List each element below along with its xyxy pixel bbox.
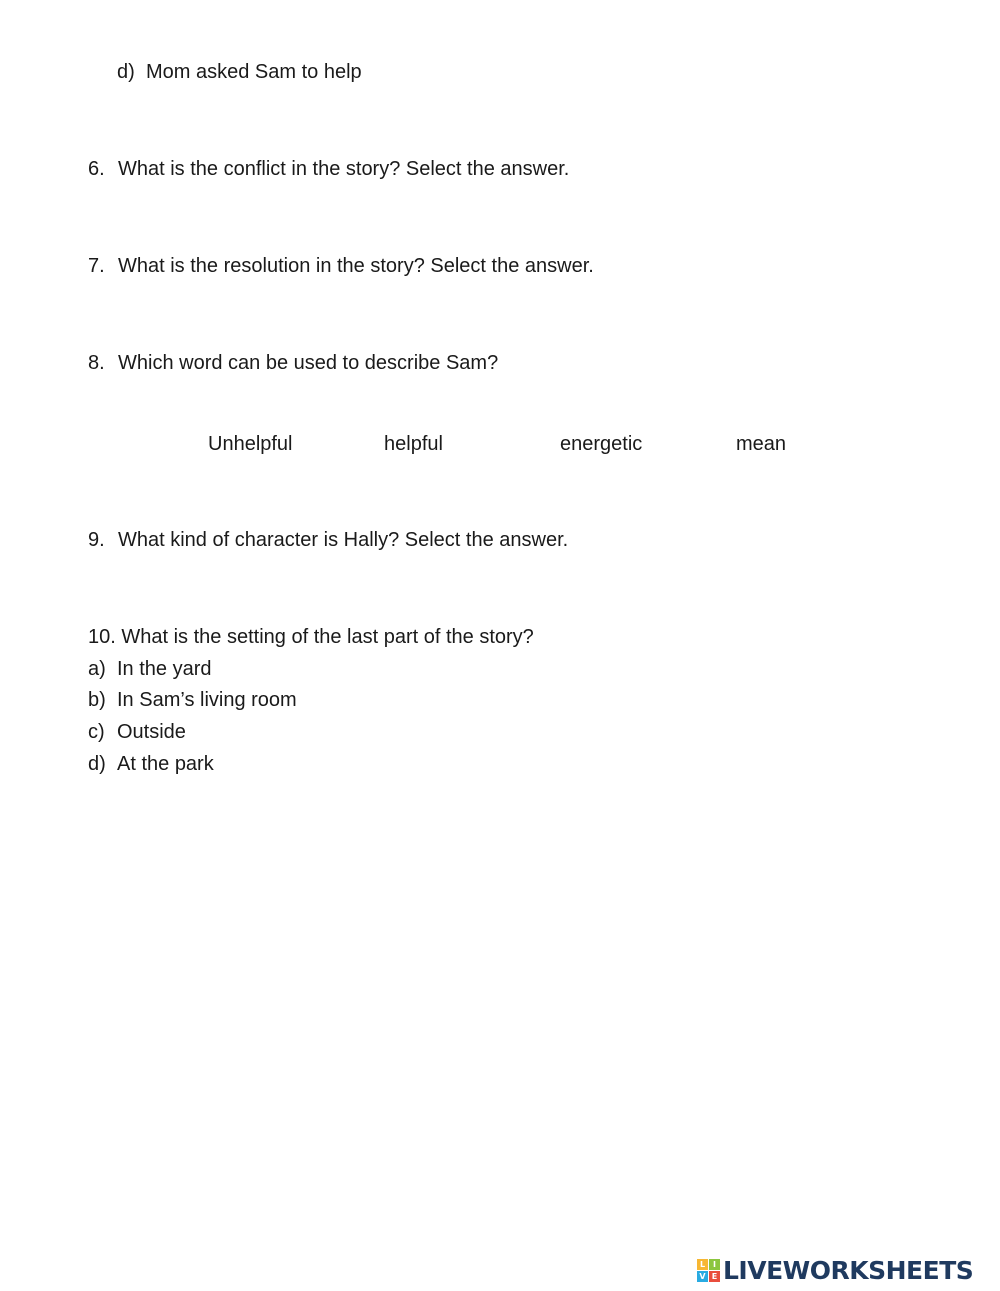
- question-text: What is the resolution in the story? Select the answer.: [118, 255, 594, 277]
- q10-option-a[interactable]: [88, 657, 212, 681]
- option-text: In the yard: [117, 658, 212, 680]
- word-choice-helpful[interactable]: helpful: [384, 433, 443, 455]
- q10-option-d[interactable]: [88, 752, 214, 776]
- question-text: What is the setting of the last part of the story?: [121, 626, 534, 648]
- question-text: Which word can be used to describe Sam?: [118, 352, 499, 374]
- liveworksheets-logo: [697, 1255, 973, 1285]
- option-text: Mom asked Sam to help: [146, 61, 362, 83]
- option-letter: c): [88, 721, 105, 743]
- option-text: At the park: [117, 753, 214, 775]
- q10-option-c[interactable]: [88, 720, 186, 744]
- word-choice-unhelpful[interactable]: Unhelpful: [208, 433, 293, 455]
- option-letter: d): [88, 753, 106, 775]
- option-text: Outside: [117, 721, 186, 743]
- logo-tiles-icon: [697, 1259, 720, 1282]
- q10-option-b[interactable]: [88, 688, 297, 712]
- logo-text: LIVEWORKSHEETS: [723, 1255, 974, 1285]
- word-choice-mean[interactable]: mean: [736, 433, 787, 455]
- question-9: [88, 528, 568, 552]
- option-letter: b): [88, 689, 106, 711]
- question-number: 10.: [88, 626, 116, 648]
- question-number: 8.: [88, 352, 105, 374]
- question-number: 7.: [88, 255, 105, 277]
- option-letter: d): [117, 61, 135, 83]
- question-10: [88, 625, 534, 649]
- question-8: [88, 351, 498, 375]
- logo-tile: E: [709, 1271, 720, 1282]
- logo-tile: V: [697, 1271, 708, 1282]
- question-number: 6.: [88, 158, 105, 180]
- question-text: What is the conflict in the story? Select the answer.: [118, 158, 570, 180]
- question-6: [88, 157, 569, 181]
- option-text: In Sam’s living room: [117, 689, 297, 711]
- option-letter: a): [88, 658, 106, 680]
- logo-tile: L: [697, 1259, 708, 1270]
- word-choice-energetic[interactable]: energetic: [560, 433, 643, 455]
- option-d-previous[interactable]: [117, 60, 362, 84]
- question-7: [88, 254, 594, 278]
- question-text: What kind of character is Hally? Select the answer.: [118, 529, 569, 551]
- logo-tile: I: [709, 1259, 720, 1270]
- question-number: 9.: [88, 529, 105, 551]
